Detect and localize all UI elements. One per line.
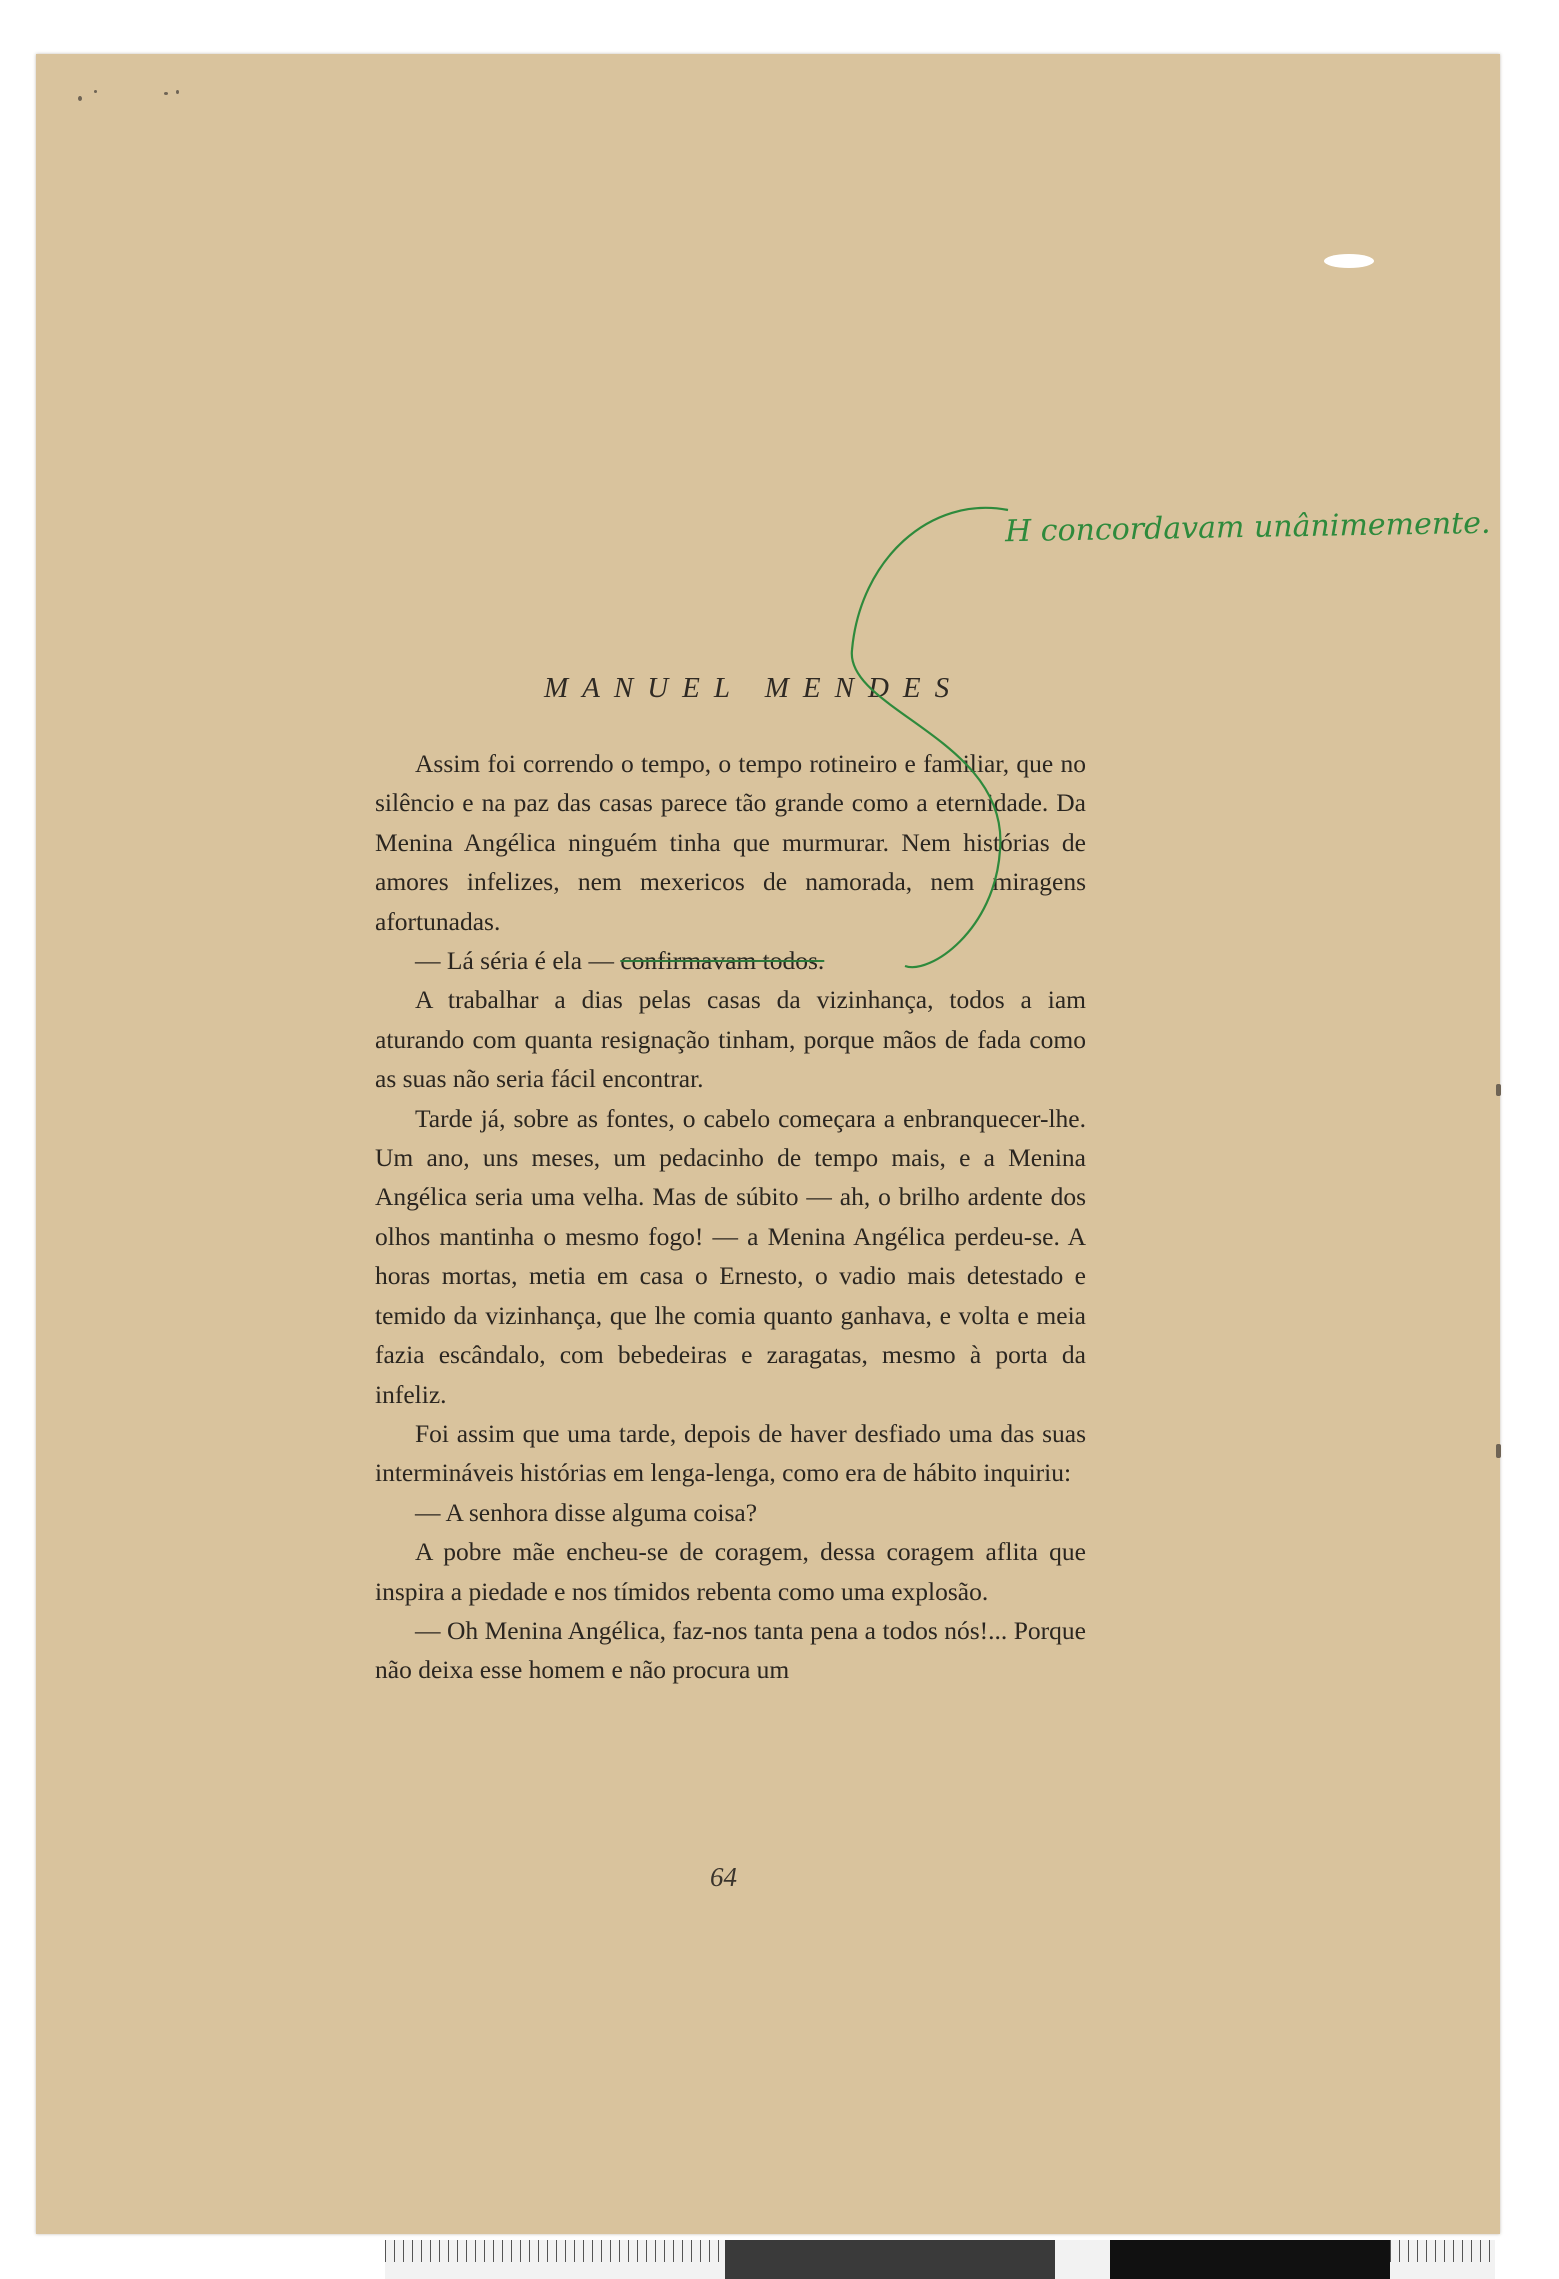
- paragraph: A pobre mãe encheu-se de coragem, dessa coragem aflita que inspira a piedade e nos tímidos rebenta como uma explosão.: [375, 1537, 1086, 1606]
- author-heading: MANUEL MENDES: [544, 672, 964, 704]
- ruler-light-block: [1055, 2240, 1110, 2279]
- paper-speck: [1496, 1444, 1501, 1458]
- paragraph-dialogue: [375, 941, 1086, 980]
- ruler-ticks: [1390, 2240, 1495, 2262]
- paragraph: — Oh Menina Angélica, faz-nos tanta pena a todos nós!... Porque não deixa esse homem e não procura um: [375, 1615, 1086, 1685]
- paper-tear: [1324, 254, 1374, 268]
- paragraph: Assim foi correndo o tempo, o tempo rotineiro e familiar, que no silêncio e na paz das casas parece tão grande como a eternidade. Da Menina Angélica ninguém tinha que murmurar. Nem histórias de amores infelizes, nem mexericos de namorada, nem miragens afortunadas.: [375, 749, 1086, 936]
- ruler-black-block: [1110, 2240, 1390, 2279]
- ruler-ticks: [385, 2240, 725, 2262]
- dialogue-text: — Lá séria é ela —: [415, 946, 621, 976]
- paragraph: A trabalhar a dias pelas casas da vizinhança, todos a iam aturando com quanta resignação tinham, porque mãos de fada como as suas não seria fácil encontrar.: [375, 985, 1086, 1094]
- paper-speck: [94, 90, 97, 93]
- page-number: 64: [710, 1862, 737, 1892]
- ruler-dark-block: [725, 2240, 1055, 2279]
- body-text: [375, 744, 1086, 1690]
- struck-text: confirmavam todos.: [620, 946, 825, 976]
- paper-speck: [1496, 1084, 1501, 1096]
- paper-speck: [78, 96, 82, 101]
- paragraph: Tarde já, sobre as fontes, o cabelo começara a enbranquecer-lhe. Um ano, uns meses, um pedacinho de tempo mais, e a Menina Angélica seria uma velha. Mas de súbito — ah, o brilho ardente dos olhos mantinha o mesmo fogo! — a Menina Angélica perdeu-se. A horas mortas, metia em casa o Ernesto, o vadio mais detestado e temido da vizinhança, que lhe comia quanto ganhava, e volta e meia fazia escândalo, com bebedeiras e zaragatas, mesmo à porta da infeliz.: [375, 1103, 1086, 1409]
- paragraph: Foi assim que uma tarde, depois de haver desfiado uma das suas intermináveis histórias em lenga-lenga, como era de hábito inquiriu:: [375, 1418, 1086, 1488]
- paper-speck: [176, 90, 179, 94]
- paragraph: — A senhora disse alguma coisa?: [415, 1497, 758, 1527]
- scale-ruler: [385, 2240, 1495, 2279]
- handwritten-annotation: H concordavam unânimemente.: [1004, 505, 1491, 550]
- paper-speck: [164, 92, 168, 95]
